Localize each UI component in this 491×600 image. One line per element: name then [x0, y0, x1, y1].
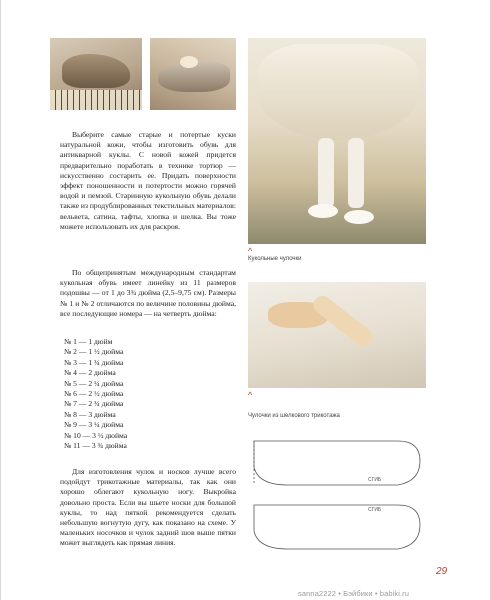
doll-dress	[258, 44, 418, 140]
caret-up-icon: ^	[248, 246, 253, 256]
size-item: № 2 — 1 ½ дюйма	[64, 347, 124, 357]
size-item: № 1 — 1 дюйм	[64, 337, 113, 346]
paragraph-stockings: Для изготовления чулок и носков лучше всего подойдут трикотажные материалы, так как они хорошо облегают кукольную ногу. Выкройка довольно проста. Если вы шьете носки для большой куклы, то над пяткой рекомендуется сделать небольшую вогнутую дугу, как показано на схеме. У маленьких носочков и чулок задний шов выше пятки может выглядеть как прямая линия.	[60, 467, 236, 548]
size-list	[64, 337, 127, 451]
caption-text: Чулочки из шелкового трикотажа	[248, 413, 340, 419]
caret-up-icon: ^	[248, 390, 253, 400]
sock-pattern-piece	[254, 505, 420, 549]
fold-label-1: СГИБ	[368, 477, 382, 483]
fold-label-2: СГИБ	[368, 507, 382, 513]
size-item: № 3 — 1 ¾ дюйма	[64, 357, 124, 367]
paragraph-intro: Выберите самые старые и потертые куски натуральной кожи, чтобы изготовить обувь для антикварной куклы. С новой кожей придется предварительно поработать в технике тортюр — искусственно состарить ее. Придать поверхности эффект поношенности и потертости можно горячей водой и пемзой. Старинную кукольную обувь делали также из продублированных текстильных материалов: вельвета, сатина, тафты, хлопка и шелка. Вы тоже можете использовать их для раскроя.	[60, 130, 237, 231]
sock-pattern-diagram	[248, 427, 426, 577]
doll-knit-stockings-photo	[248, 282, 426, 388]
stocking-pattern-piece	[254, 441, 420, 485]
doll-stockings-photo	[248, 38, 426, 244]
caption-caret-2	[248, 391, 252, 400]
caption-stockings	[248, 247, 302, 262]
shoe-shape	[62, 54, 130, 88]
paragraph-sizes-intro: По общепринятым международным стандартам кукольная обувь имеет линейку из 11 размеров подошвы — от 1 до 3¾ дюйма (2,5–9,75 см). Размеры № 1 и № 2 отличаются по величине половины дюйма, все последующие номера — на четверть дюйма:	[60, 268, 236, 318]
watermark-text: sanna2222 • Бэйбики • babiki.ru	[298, 589, 410, 598]
size-item: № 9 — 3 ¼ дюйма	[64, 420, 124, 430]
size-item: № 10 — 3 ½ дюйма	[64, 430, 128, 440]
shoe-bow	[180, 56, 198, 68]
doll-shoe-right	[344, 210, 374, 224]
doll-shoe-left	[308, 204, 338, 218]
old-shoe-photo-1	[50, 38, 142, 110]
size-item: № 5 — 2 ¼ дюйма	[64, 378, 124, 388]
doll-leg-right	[348, 138, 364, 208]
ruler-strip	[50, 90, 142, 110]
size-item: № 8 — 3 дюйма	[64, 409, 116, 419]
size-item: № 7 — 2 ¾ дюйма	[64, 399, 124, 409]
doll-leg-left	[318, 138, 334, 208]
size-item: № 11 — 3 ¾ дюйма	[64, 441, 127, 451]
page-number: 29	[436, 566, 448, 577]
size-item: № 6 — 2 ½ дюйма	[64, 389, 124, 399]
size-item: № 4 — 2 дюйма	[64, 368, 116, 378]
old-shoe-photo-2	[150, 38, 236, 110]
caption-text: Кукольные чулочки	[248, 256, 302, 262]
caption-knit-stockings	[248, 413, 340, 419]
